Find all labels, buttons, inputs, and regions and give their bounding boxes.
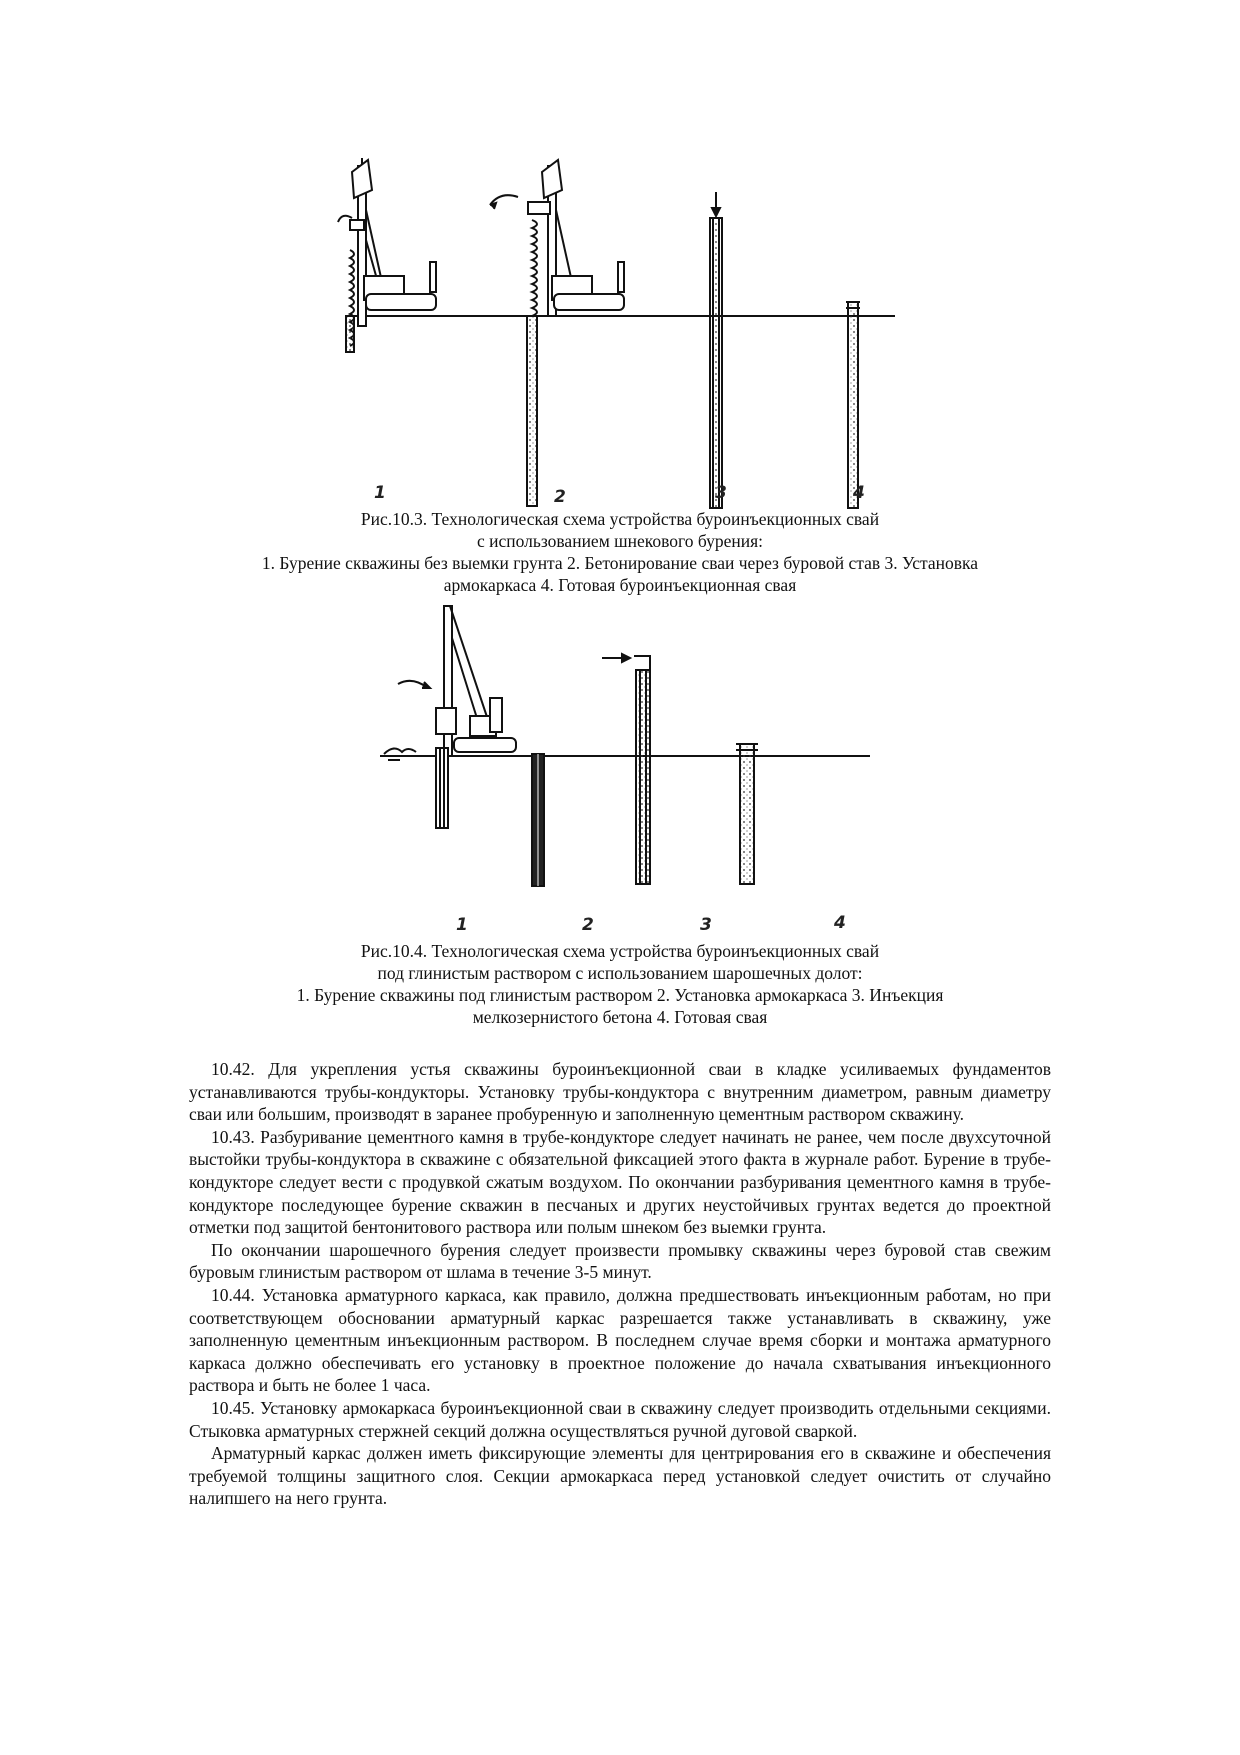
caption-line: под глинистым раствором с использованием шарошечных долот: <box>377 963 863 983</box>
figure-10-4-diagram <box>370 598 890 898</box>
caption-line: армокаркаса 4. Готовая буроинъекционная свая <box>443 575 797 595</box>
cage-installation-stage-2 <box>532 754 544 886</box>
paragraph-10-44: 10.44. Установка арматурного каркаса, как правило, должна предшествовать инъекционным работам, но при соответствующем обосновании арматурный каркас разрешается также устанавливать в скважину, уже заполненную цементным инъекционным раствором. В последнем случае время сборки и монтажа арматурного каркаса должно обеспечивать его установку в проектное положение до начала схватывания инъекционного раствора и быть не более 1 часа. <box>189 1284 1051 1396</box>
paragraph-10-43: 10.43. Разбуривание цементного камня в трубе-кондукторе следует начинать не ранее, чем после двухсуточной выстойки трубы-кондуктора в скважине с обязательной фиксацией этого факта в журнале работ. Бурение в трубе-кондукторе следует вести с продувкой сжатым воздухом. По окончании разбуривания цементного камня в трубе-кондукторе последующее бурение скважин в песчаных и других неустойчивых грунтах ведется до проектной отметки под защитой бентонитового раствора или полым шнеком без выемки грунта. <box>189 1126 1051 1238</box>
stage-label-1: 1 <box>374 483 386 503</box>
stage-label-3: 3 <box>700 915 712 935</box>
caption-line: Рис.10.3. Технологическая схема устройства буроинъекционных свай <box>360 509 880 529</box>
concrete-injection-stage-3 <box>602 654 650 884</box>
stage-label-1: 1 <box>456 915 468 935</box>
auger-rig-stage-1 <box>338 158 436 352</box>
figure-10-4-caption <box>190 940 1050 1028</box>
cage-installation-stage-3 <box>710 192 722 508</box>
auger-rig-stage-2 <box>490 160 624 506</box>
caption-line: Рис.10.4. Технологическая схема устройства буроинъекционных свай <box>360 941 880 961</box>
finished-pile-stage-4 <box>736 744 758 884</box>
caption-line: мелкозернистого бетона 4. Готовая свая <box>472 1007 768 1027</box>
paragraph-10-45: 10.45. Установку армокаркаса буроинъекционной сваи в скважину следует производить отдельными секциями. Стыковка арматурных стержней секций должна осуществляться ручной дуговой сваркой. <box>189 1397 1051 1441</box>
caption-line: с использованием шнекового бурения: <box>476 531 764 551</box>
figure-10-3-diagram <box>330 150 910 510</box>
paragraph-flushing: По окончании шарошечного бурения следует произвести промывку скважины через буровой став свежим буровым глинистым раствором от шлама в течение 3-5 минут. <box>189 1239 1051 1283</box>
paragraph-10-42: 10.42. Для укрепления устья скважины буроинъекционной сваи в кладке усиливаемых фундаментов устанавливаются трубы-кондукторы. Установку трубы-кондуктора с внутренним диаметром, равным диаметру сваи или большим, производят в заранее пробуренную и заполненную цементным раствором скважину. <box>189 1059 1051 1125</box>
stage-label-4: 4 <box>853 483 865 503</box>
rotary-rig-stage-1 <box>384 606 516 828</box>
finished-pile-stage-4 <box>846 302 860 508</box>
figure-10-3-stage-labels <box>330 480 910 506</box>
stage-label-2: 2 <box>554 487 566 506</box>
body-text <box>189 1058 1051 1510</box>
figure-10-3-caption <box>190 508 1050 596</box>
paragraph-cage-fixing: Арматурный каркас должен иметь фиксирующие элементы для центрирования его в скважине и обеспечения требуемой толщины защитного слоя. Секции армокаркаса перед установкой следует очистить от случайно налипшего на него грунта. <box>189 1443 1051 1509</box>
figure-10-4-stage-labels <box>370 910 890 936</box>
caption-line: 1. Бурение скважины без выемки грунта 2. Бетонирование сваи через буровой став 3. Установка <box>261 553 979 573</box>
stage-label-3: 3 <box>715 483 727 503</box>
stage-label-4: 4 <box>834 913 846 933</box>
stage-label-2: 2 <box>582 915 594 935</box>
caption-line: 1. Бурение скважины под глинистым раствором 2. Установка армокаркаса 3. Инъекция <box>296 985 944 1005</box>
